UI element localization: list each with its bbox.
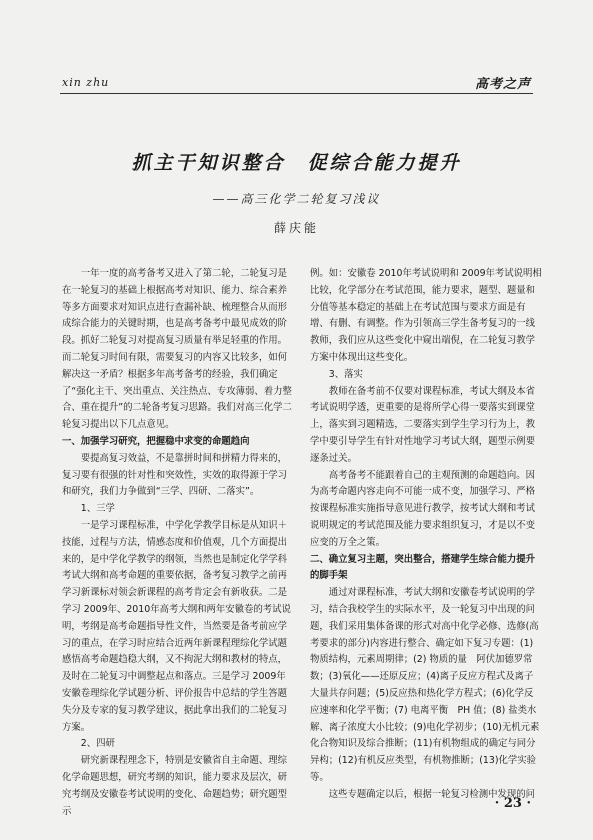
header-rule [60, 93, 533, 94]
header-left-text: xin zhu [62, 76, 110, 89]
section-heading: 二、确立复习主题，突出整合，搭建学生综合能力提升的脚手架 [310, 553, 536, 582]
paragraph: 这些专题确定以后，根据一轮复习检测中发现的问 [328, 788, 536, 800]
header-right-text: 高考之声 [474, 77, 531, 92]
right-column [310, 266, 542, 804]
paragraph: 教师在备考前不仅要对课程标准，考试大纲及本省考试说明学透，更重要的是将所学心得一要落实到课堂上，落实到习题精选，二要落实到学生学习行为上，教学中要引导学生有针对性地学习考试大纲，题型示例要逐条过关。 [310, 385, 536, 464]
subsection-heading: 3、落实 [328, 368, 363, 380]
paragraph: 高考备考不能跟着自己的主观预测的命题趋向。因为高考命题内容走向不可能一成不变，加强学习、严格按课程标准实施指导意见进行教学，按考试大纲和考试说明规定的考试范围及能力要求组织复习，才是以不变应变的万全之策。 [310, 469, 536, 548]
page-number: · 23 · [494, 796, 531, 811]
paragraph: 一年一度的高考备考又进入了第二轮，二轮复习是在一轮复习的基础上根据高考对知识、能力、综合素养等多方面要求对知识点进行查漏补缺、梳理整合从而形成综合能力的关键时期，也是高考备考中最见成效的阶段。抓好二轮复习对提高复习质量有举足轻重的作用。而二轮复习时间有限，需要复习的内容又比较多，如何解决这一矛盾？根据多年高考备考的经验，我们确定了“强化主干、突出重点、关注热点、专攻薄弱、着力整合、重在提升”的二轮备考复习思路。我们对高三化学二轮复习提出以下几点意见。 [62, 268, 292, 431]
paragraph: 例。如：安徽卷 2010年考试说明和 2009年考试说明相比较，化学部分在考试范围，能力要求，题型、题量和分值等基本稳定的基础上在考试范围与要求方面是有增、有删、有调整。作为引领高三学生备考复习的一线教师，我们应从这些变化中窥出端倪，在二轮复习教学方案中体现出这些变化。 [310, 268, 542, 363]
article-subtitle: ——高三化学二轮复习浅议 [212, 192, 381, 206]
paragraph: 要提高复习效益，不是靠拼时间和拼精力得来的，复习要有很强的针对性和突效性，实效的取得源于学习和研究，我们力争做到“三学、四研、二落实”。 [62, 452, 288, 498]
paragraph: 一是学习课程标准，中学化学教学目标是从知识＋技能，过程与方法，情感态度和价值观，几个方面提出来的，是中学化学教学的纲领，当然也是制定化学学科考试大纲和高考命题的重要依据，备考复习教学之前再学习新课标对领会新课程的高考肯定会有新收获。二是学习 2009年、2010年高考大纲和两年安徽卷的考试说明，考纲是高考命题指导性文件，当然要是备考前应学习的重点，在学习时应结合近两年新课程理综化学试题感悟高考命题趋稳大纲，又不拘泥大纲和教材的特点，及时在二轮复习中调整起点和落点。三是学习 2009年安徽卷理综化学试题分析、评价报告中总结的学生答题失分及专家的复习教学建议，据此拿出我们的二轮复习方案。 [62, 519, 291, 733]
paragraph: 研究新课程理念下，特别是安徽省自主命题、理综化学命题思想，研究考纲的知识，能力要求及层次，研究考纲及安徽卷考试说明的变化、命题趋势；研究题型示 [62, 755, 288, 817]
subsection-heading: 1、三学 [80, 503, 115, 515]
left-column [62, 266, 294, 820]
article-author: 薛庆能 [273, 221, 319, 235]
paragraph: 通过对课程标准，考试大纲和安徽卷考试说明的学习，结合我校学生的实际水平，及一轮复习中出现的问题，我们采用集体备课的形式对高中化学必修、选修(高考要求的部分)内容进行整合、确定如下复习专题：(1)物质结构，元素周期律；(2) 物质的量 阿伏加德罗常数；(3)氧化——还原反应；(4)离子反应方程式及离子大量共存问题；(5)反应热和热化学方程式；(6)化学反应速率和化学平衡；(7) 电离平衡 PH 值；(8) 盐类水解、离子浓度大小比较；(9)电化学初步；(10)无机元素化合物知识及综合推断；(11)有机物组成的确定与同分异构；(12)有机反应类型，有机物推断；(13)化学实验等。 [310, 587, 540, 783]
section-heading: 一、加强学习研究，把握稳中求变的命题趋向 [62, 435, 250, 447]
article-title: 抓主干知识整合 促综合能力提升 [131, 152, 462, 174]
subsection-heading: 2、四研 [80, 738, 115, 750]
